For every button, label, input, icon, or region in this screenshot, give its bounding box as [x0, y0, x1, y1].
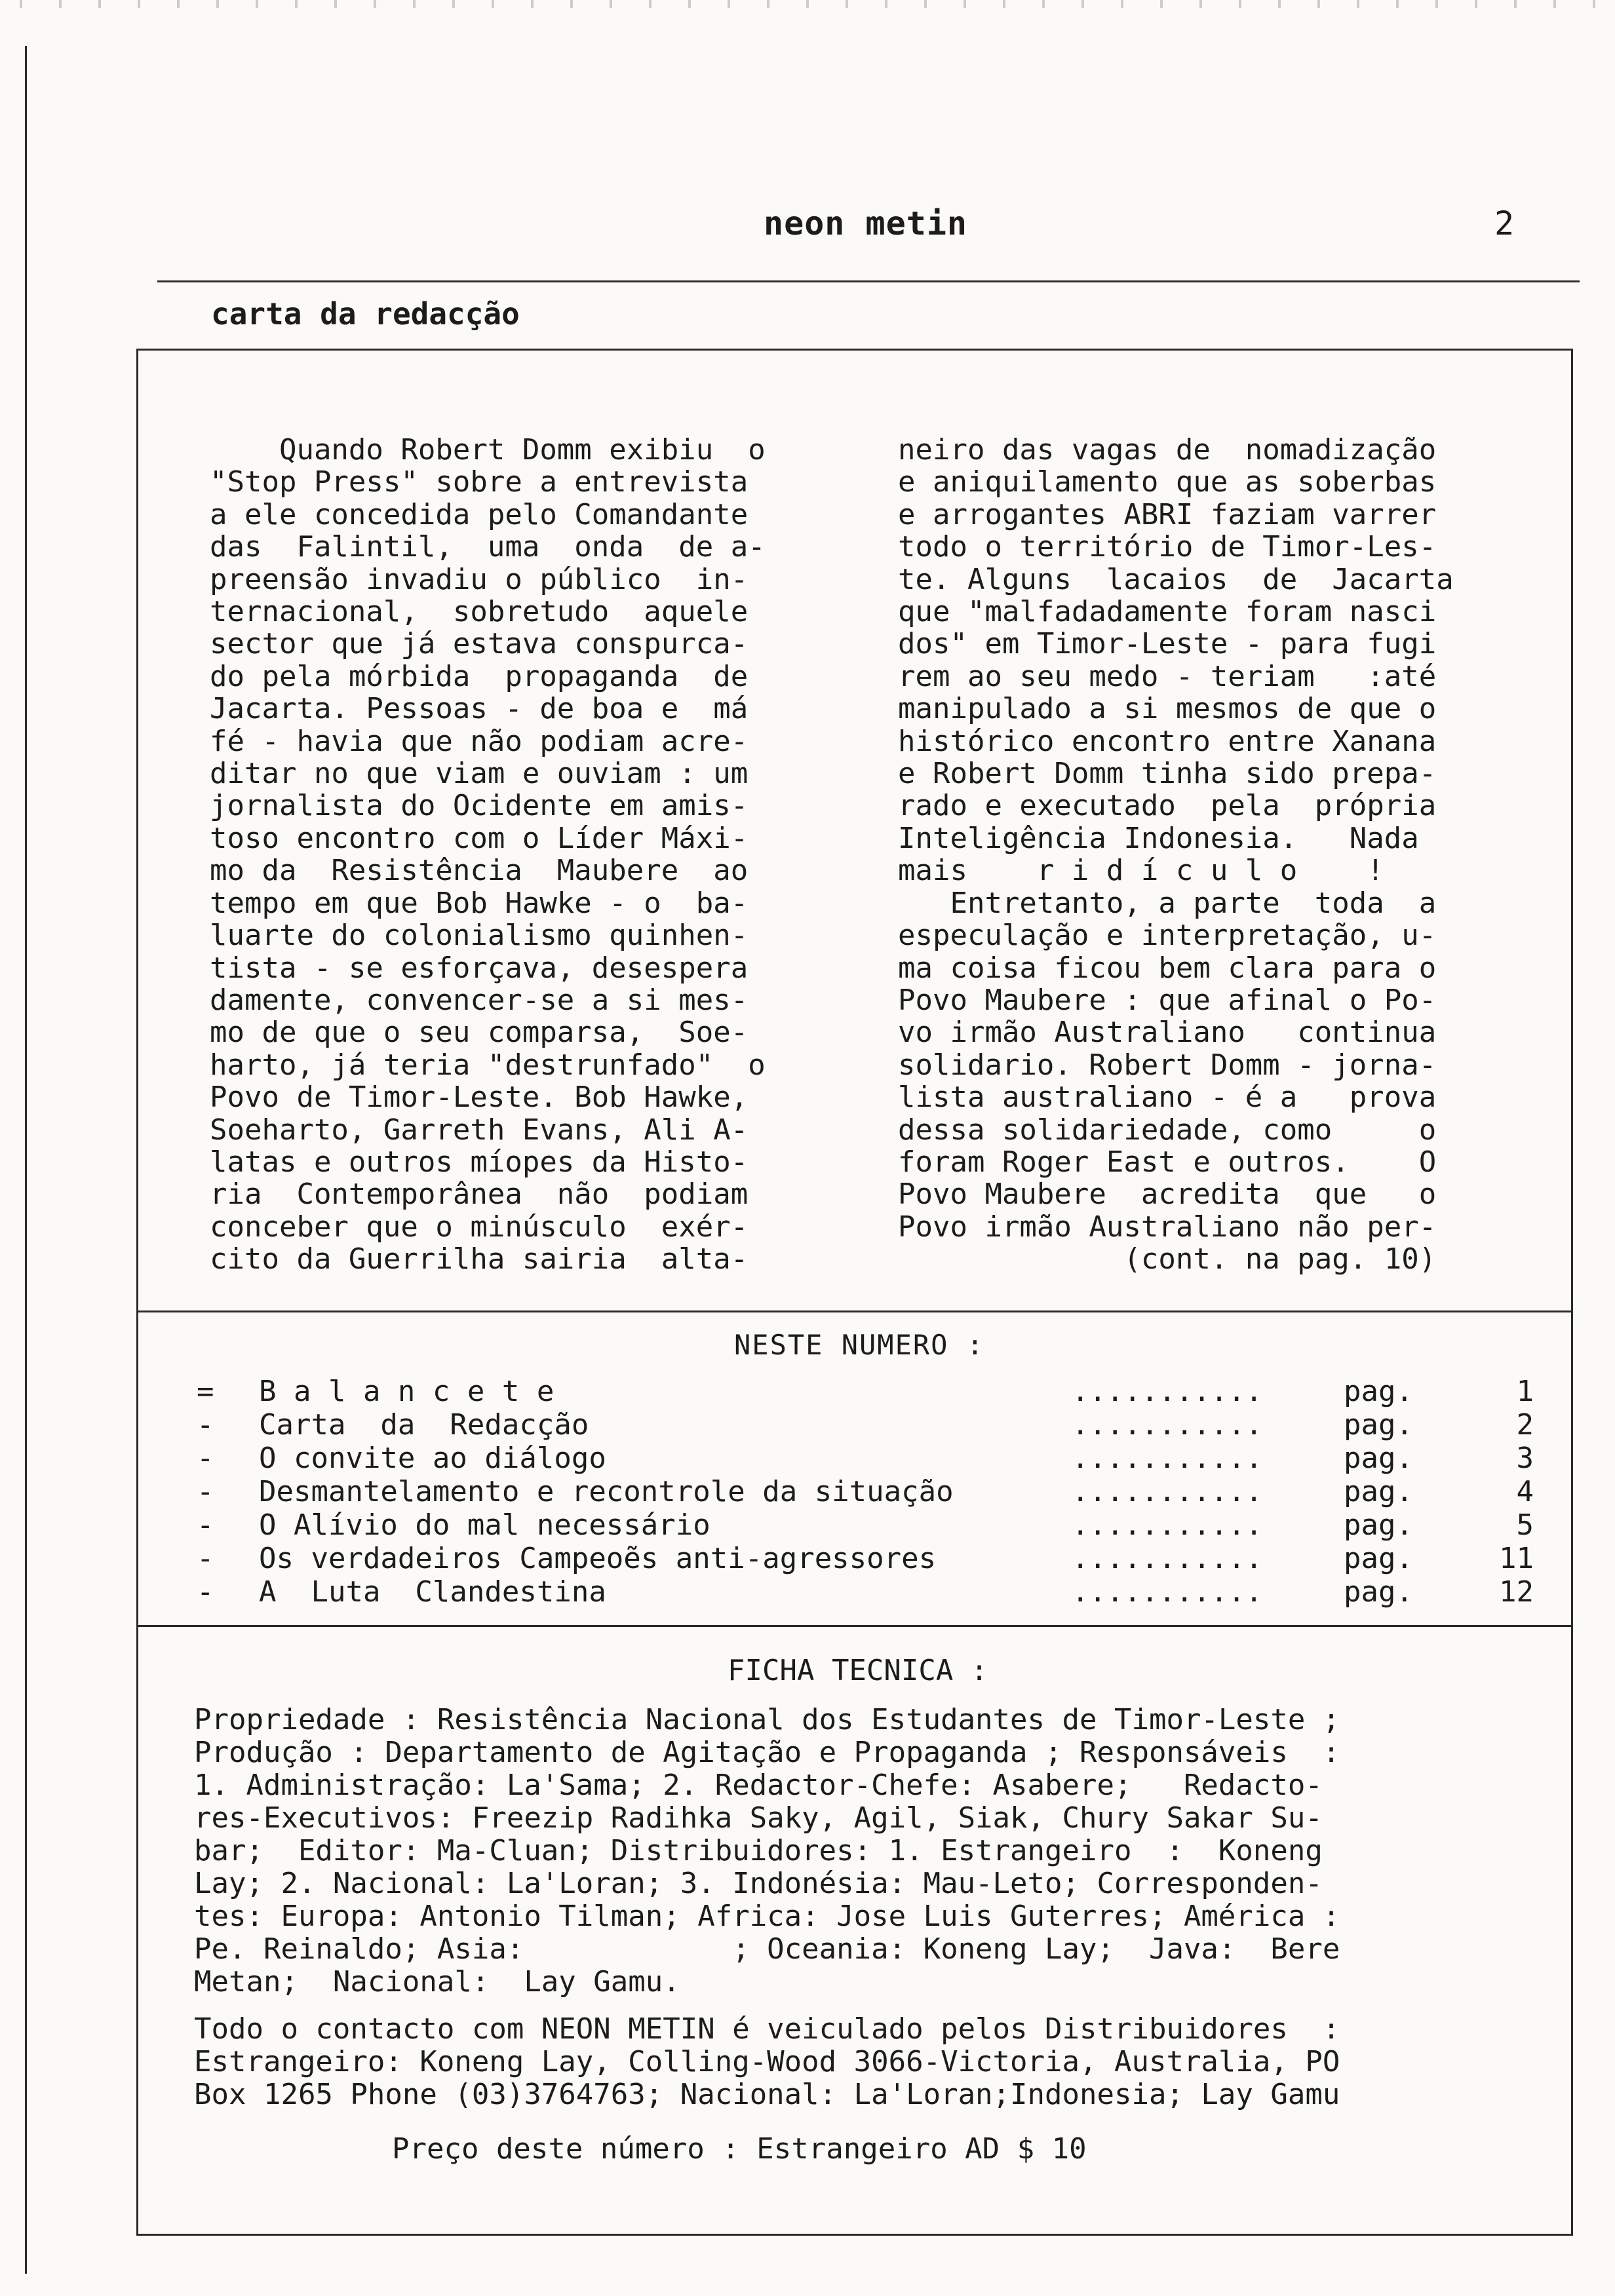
toc-bullet: -	[197, 1475, 214, 1508]
letter-line: tempo em que Bob Hawke - o ba-	[210, 886, 749, 920]
letter-line: das Falintil, uma onda de a-	[210, 530, 766, 564]
toc-bullet: =	[197, 1375, 214, 1408]
letter-line: ria Contemporânea não podiam	[210, 1177, 749, 1212]
toc-page-number: 12	[1499, 1575, 1534, 1609]
toc-item-title: Carta da Redacção	[259, 1408, 589, 1442]
toc-pag-label: pag.	[1344, 1542, 1413, 1575]
letter-line: mo da Resistência Maubere ao	[210, 854, 749, 888]
letter-line: fé - havia que não podiam acre-	[210, 724, 749, 758]
letter-line: histórico encontro entre Xanana	[898, 724, 1437, 758]
letter-line: (cont. na pag. 10)	[898, 1242, 1437, 1276]
letter-left-column	[210, 434, 839, 1276]
toc-pag-label: pag.	[1344, 1375, 1413, 1408]
letter-line: rem ao seu medo - teriam :até	[898, 659, 1437, 693]
letter-line: vo irmão Australiano continua	[898, 1016, 1437, 1050]
toc-leader-dots: ...........	[1072, 1375, 1263, 1408]
letter-line: solidario. Robert Domm - jorna-	[898, 1048, 1437, 1082]
letter-line: te. Alguns lacaios de Jacarta	[898, 562, 1454, 596]
letter-line: e Robert Domm tinha sido prepa-	[898, 757, 1437, 791]
letter-line: Povo Maubere : que afinal o Po-	[898, 983, 1437, 1017]
letter-line: Entretanto, a parte toda a	[898, 886, 1437, 920]
toc-pag-label: pag.	[1344, 1408, 1413, 1442]
letter-right-column	[898, 434, 1521, 1276]
letter-line: e aniquilamento que as soberbas	[898, 465, 1437, 499]
toc-bullet: -	[197, 1542, 214, 1575]
toc-leader-dots: ...........	[1072, 1575, 1263, 1609]
toc-page-number: 1	[1516, 1375, 1534, 1408]
contact-body	[194, 2013, 1544, 2111]
masthead: neon metin	[764, 204, 968, 242]
toc-item-title: Desmantelamento e recontrole da situação	[259, 1475, 954, 1508]
toc-item	[197, 1408, 1534, 1442]
ficha-line: Lay; 2. Nacional: La'Loran; 3. Indonésia: Mau-Leto; Corresponden-	[194, 1867, 1323, 1900]
letter-line: damente, convencer-se a si mes-	[210, 983, 749, 1017]
toc-item-title: O Alívio do mal necessário	[259, 1508, 710, 1542]
ficha-line: bar; Editor: Ma-Cluan; Distribuidores: 1. Estrangeiro : Koneng	[194, 1834, 1323, 1867]
letter-line: neiro das vagas de nomadização	[898, 433, 1437, 467]
letter-line: ditar no que viam e ouviam : um	[210, 757, 749, 791]
letter-line: Soeharto, Garreth Evans, Ali A-	[210, 1113, 749, 1147]
binding-margin-line	[25, 46, 27, 2274]
toc-leader-dots: ...........	[1072, 1542, 1263, 1575]
letter-line: todo o território de Timor-Les-	[898, 530, 1437, 564]
letter-line: Povo irmão Australiano não per-	[898, 1210, 1437, 1244]
letter-line: mais r i d í c u l o !	[898, 854, 1384, 888]
index-divider	[136, 1311, 1573, 1312]
toc-bullet: -	[197, 1442, 214, 1475]
toc-item	[197, 1542, 1534, 1575]
section-title: carta da redacção	[211, 296, 520, 332]
letter-line: sector que já estava conspurca-	[210, 627, 749, 661]
letter-line: Inteligência Indonesia. Nada	[898, 821, 1419, 855]
contact-line: Estrangeiro: Koneng Lay, Colling-Wood 3066-Victoria, Australia, PO	[194, 2045, 1340, 2078]
ficha-line: Metan; Nacional: Lay Gamu.	[194, 1965, 680, 1999]
scan-edge-noise	[0, 0, 1615, 8]
toc-item	[197, 1508, 1534, 1542]
toc-bullet: -	[197, 1408, 214, 1442]
letter-line: dos" em Timor-Leste - para fugi	[898, 627, 1437, 661]
letter-line: ternacional, sobretudo aquele	[210, 595, 749, 629]
toc-page-number: 5	[1516, 1508, 1534, 1542]
letter-line: especulação e interpretação, u-	[898, 919, 1437, 953]
toc-leader-dots: ...........	[1072, 1442, 1263, 1475]
toc-leader-dots: ...........	[1072, 1508, 1263, 1542]
letter-line: tista - se esforçava, desespera	[210, 951, 749, 985]
toc-leader-dots: ...........	[1072, 1408, 1263, 1442]
header-rule	[157, 280, 1580, 282]
index-title: NESTE NUMERO :	[734, 1329, 985, 1361]
letter-line: Quando Robert Domm exibiu o	[210, 433, 766, 467]
ficha-line: 1. Administração: La'Sama; 2. Redactor-Chefe: Asabere; Redacto-	[194, 1769, 1323, 1802]
table-of-contents	[197, 1375, 1534, 1609]
ficha-line: Pe. Reinaldo; Asia: ; Oceania: Koneng Lay; Java: Bere	[194, 1932, 1340, 1966]
letter-line: dessa solidariedade, como o	[898, 1113, 1437, 1147]
letter-line: "Stop Press" sobre a entrevista	[210, 465, 749, 499]
ficha-divider	[136, 1625, 1573, 1627]
ficha-line: tes: Europa: Antonio Tilman; Africa: Jose Luis Guterres; América :	[194, 1900, 1340, 1933]
page-number: 2	[1494, 204, 1515, 242]
letter-line: jornalista do Ocidente em amis-	[210, 789, 749, 823]
toc-page-number: 11	[1499, 1542, 1534, 1575]
letter-line: a ele concedida pelo Comandante	[210, 497, 749, 531]
price-line: Preço deste número : Estrangeiro AD $ 10	[392, 2132, 1087, 2166]
letter-line: lista australiano - é a prova	[898, 1081, 1437, 1115]
letter-line: Povo Maubere acredita que o	[898, 1177, 1437, 1212]
letter-line: toso encontro com o Líder Máxi-	[210, 821, 749, 855]
toc-bullet: -	[197, 1575, 214, 1609]
toc-page-number: 3	[1516, 1442, 1534, 1475]
toc-item-title: O convite ao diálogo	[259, 1442, 606, 1475]
ficha-line: Propriedade : Resistência Nacional dos Estudantes de Timor-Leste ;	[194, 1703, 1340, 1736]
toc-leader-dots: ...........	[1072, 1475, 1263, 1508]
letter-line: que "malfadadamente foram nasci	[898, 595, 1437, 629]
toc-item-title: A Luta Clandestina	[259, 1575, 606, 1609]
toc-item-title: Os verdadeiros Campeoẽs anti-agressores	[259, 1542, 937, 1575]
letter-line: manipulado a si mesmos de que o	[898, 692, 1437, 726]
toc-pag-label: pag.	[1344, 1575, 1413, 1609]
toc-item	[197, 1475, 1534, 1508]
toc-pag-label: pag.	[1344, 1442, 1413, 1475]
letter-line: mo de que o seu comparsa, Soe-	[210, 1016, 749, 1050]
toc-item	[197, 1442, 1534, 1475]
contact-line: Box 1265 Phone (03)3764763; Nacional: La'Loran;Indonesia; Lay Gamu	[194, 2078, 1340, 2111]
letter-line: do pela mórbida propaganda de	[210, 659, 749, 693]
letter-line: rado e executado pela própria	[898, 789, 1437, 823]
letter-line: harto, já teria "destrunfado" o	[210, 1048, 766, 1082]
ficha-body	[194, 1704, 1544, 1999]
letter-line: Jacarta. Pessoas - de boa e má	[210, 692, 749, 726]
toc-pag-label: pag.	[1344, 1508, 1413, 1542]
toc-page-number: 4	[1516, 1475, 1534, 1508]
toc-bullet: -	[197, 1508, 214, 1542]
toc-item-title: B a l a n c e t e	[259, 1375, 555, 1408]
ficha-title: FICHA TECNICA :	[728, 1654, 988, 1687]
letter-line: conceber que o minúsculo exér-	[210, 1210, 749, 1244]
toc-pag-label: pag.	[1344, 1475, 1413, 1508]
toc-item	[197, 1375, 1534, 1408]
toc-item	[197, 1575, 1534, 1609]
letter-line: ma coisa ficou bem clara para o	[898, 951, 1437, 985]
letter-line: luarte do colonialismo quinhen-	[210, 919, 749, 953]
ficha-line: Produção : Departamento de Agitação e Propaganda ; Responsáveis :	[194, 1736, 1340, 1769]
letter-line: Povo de Timor-Leste. Bob Hawke,	[210, 1081, 749, 1115]
letter-line: latas e outros míopes da Histo-	[210, 1145, 749, 1179]
letter-line: e arrogantes ABRI faziam varrer	[898, 497, 1437, 531]
letter-line: foram Roger East e outros. O	[898, 1145, 1437, 1179]
letter-line: cito da Guerrilha sairia alta-	[210, 1242, 749, 1276]
toc-page-number: 2	[1516, 1408, 1534, 1442]
contact-line: Todo o contacto com NEON METIN é veiculado pelos Distribuidores :	[194, 2012, 1340, 2046]
letter-line: preensão invadiu o público in-	[210, 562, 749, 596]
ficha-line: res-Executivos: Freezip Radihka Saky, Agil, Siak, Chury Sakar Su-	[194, 1801, 1323, 1835]
